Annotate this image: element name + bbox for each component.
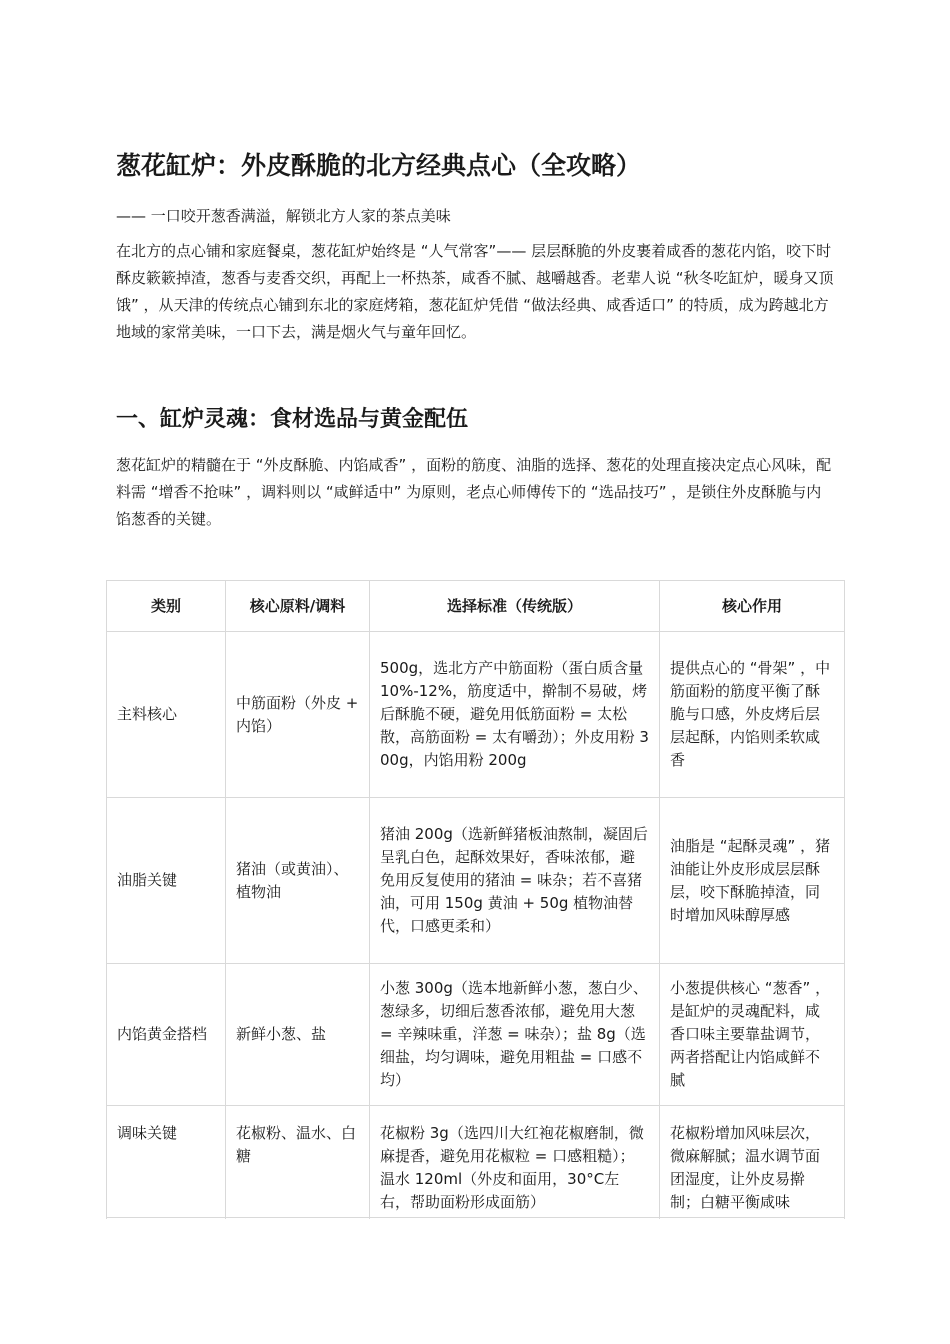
header-ingredient: 核心原料/调料: [226, 581, 370, 632]
table-viewport: [100, 580, 860, 1219]
cell-standard: 猪油 200g（选新鲜猪板油熬制，凝固后呈乳白色，起酥效果好，香味浓郁，避免用反复使用的猪油 = 味杂；若不喜猪油，可用 150g 黄油 + 50g 植物油替代，口感更柔和）: [370, 798, 660, 964]
header-role: 核心作用: [660, 581, 845, 632]
table-row: [107, 798, 845, 964]
page-subtitle: —— 一口咬开葱香满溢，解锁北方人家的茶点美味: [116, 207, 451, 225]
cell-ingredient: 中筋面粉（外皮 + 内馅）: [226, 632, 370, 798]
table-row: [107, 964, 845, 1106]
page-title: 葱花缸炉：外皮酥脆的北方经典点心（全攻略）: [116, 151, 642, 180]
cell-standard: 小葱 300g（选本地新鲜小葱，葱白少、葱绿多，切细后葱香浓郁，避免用大葱 = 辛辣味重，洋葱 = 味杂）；盐 8g（选细盐，均匀调味，避免用粗盐 = 口感不均）: [370, 964, 660, 1106]
cell-category: 油脂关键: [107, 798, 226, 964]
header-standard: 选择标准（传统版）: [370, 581, 660, 632]
cell-role: 油脂是 “起酥灵魂” ，猪油能让外皮形成层层酥层，咬下酥脆掉渣，同时增加风味醇厚感: [660, 798, 845, 964]
table-bottom-border: [106, 1217, 844, 1218]
cell-category: 调味关键: [107, 1106, 226, 1220]
table-header-row: [107, 581, 845, 632]
cell-role: 花椒粉增加风味层次，微麻解腻；温水调节面团湿度，让外皮易擀制；白糖平衡咸味: [660, 1106, 845, 1220]
cell-ingredient: 猪油（或黄油）、植物油: [226, 798, 370, 964]
table-row: [107, 1106, 845, 1220]
table-row: [107, 632, 845, 798]
section-paragraph: 葱花缸炉的精髓在于 “外皮酥脆、内馅咸香” ，面粉的筋度、油脂的选择、葱花的处理直接决定点心风味，配料需 “增香不抢味” ，调料则以 “咸鲜适中” 为原则，老点心师傅传下的 “选品技巧” ，是锁住外皮酥脆与内馅葱香的关键。: [116, 456, 832, 528]
ingredients-table: [106, 580, 845, 1219]
cell-role: 提供点心的 “骨架” ，中筋面粉的筋度平衡了酥脆与口感，外皮烤后层层起酥，内馅则柔软咸香: [660, 632, 845, 798]
cell-standard: 500g，选北方产中筋面粉（蛋白质含量 10%-12%，筋度适中，擀制不易破，烤后酥脆不硬，避免用低筋面粉 = 太松散，高筋面粉 = 太有嚼劲）；外皮用粉 300g，内馅用粉 200g: [370, 632, 660, 798]
cell-standard: 花椒粉 3g（选四川大红袍花椒磨制，微麻提香，避免用花椒粒 = 口感粗糙）；温水 120ml（外皮和面用，30°C左右，帮助面粉形成面筋）: [370, 1106, 660, 1220]
cell-ingredient: 花椒粉、温水、白糖: [226, 1106, 370, 1220]
header-category: 类别: [107, 581, 226, 632]
cell-ingredient: 新鲜小葱、盐: [226, 964, 370, 1106]
cell-category: 内馅黄金搭档: [107, 964, 226, 1106]
cell-category: 主料核心: [107, 632, 226, 798]
cell-role: 小葱提供核心 “葱香” ，是缸炉的灵魂配料，咸香口味主要靠盐调节，两者搭配让内馅咸鲜不腻: [660, 964, 845, 1106]
intro-paragraph: 在北方的点心铺和家庭餐桌，葱花缸炉始终是 “人气常客”—— 层层酥脆的外皮裹着咸香的葱花内馅，咬下时酥皮簌簌掉渣，葱香与麦香交织，再配上一杯热茶，咸香不腻、越嚼越香。老辈人说 “秋冬吃缸炉，暖身又顶饿” ，从天津的传统点心铺到东北的家庭烤箱，葱花缸炉凭借 “做法经典、咸香适口” 的特质，成为跨越北方地域的家常美味，一口下去，满是烟火气与童年回忆。: [116, 242, 834, 341]
section-heading: 一、缸炉灵魂：食材选品与黄金配伍: [116, 407, 469, 432]
